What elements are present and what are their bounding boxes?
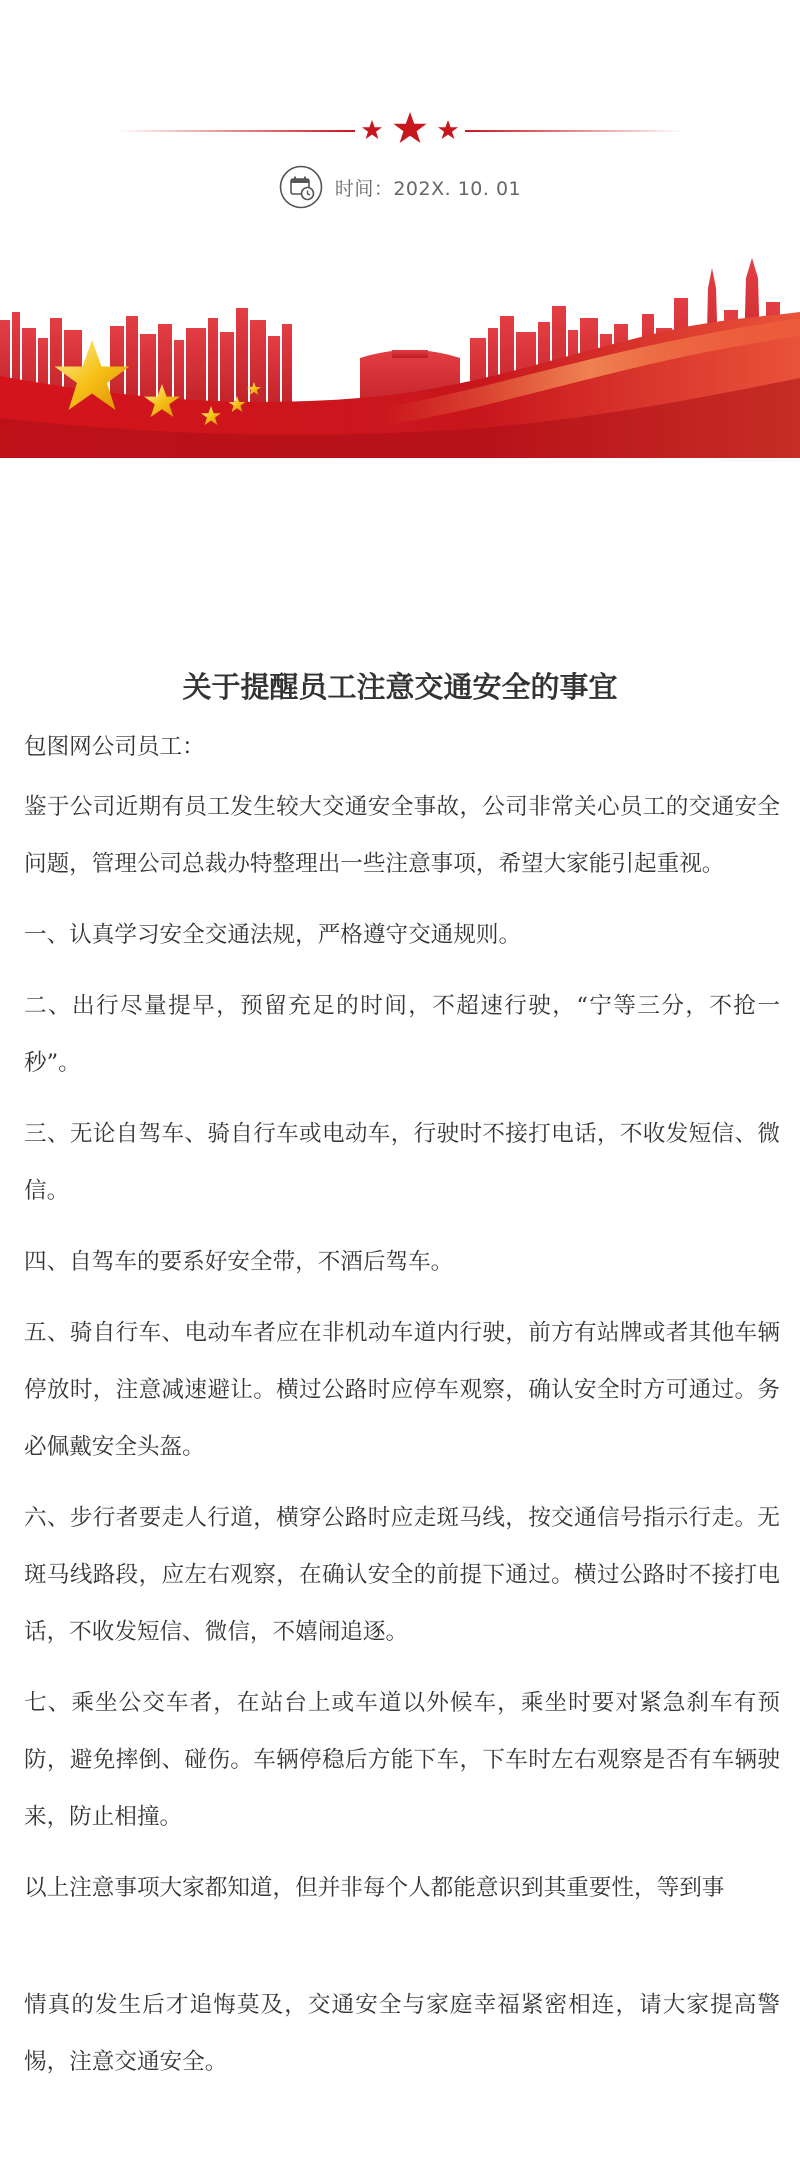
notice-item: 三、无论自驾车、骑自行车或电动车，行驶时不接打电话，不收发短信、微信。 — [24, 1121, 780, 1204]
notice-item: 六、步行者要走人行道，横穿公路时应走斑马线，按交通信号指示行走。无斑马线路段，应左右观察，在确认安全的前提下通过。横过公路时不接打电话，不收发短信、微信，不嬉闹追逐。 — [24, 1505, 780, 1645]
document-title: 关于提醒员工注意交通安全的事宜 — [182, 670, 618, 704]
date-row — [0, 162, 800, 212]
notice-item: 一、认真学习安全交通法规，严格遵守交通规则。 — [24, 922, 522, 948]
city-skyline-banner — [0, 258, 800, 458]
notice-item: 七、乘坐公交车者，在站台上或车道以外候车，乘坐时要对紧急刹车有预防，避免摔倒、碰伤。车辆停稳后方能下车，下车时左右观察是否有车辆驶来，防止相撞。 — [24, 1690, 780, 1830]
calendar-clock-icon — [279, 165, 323, 209]
notice-item: 二、出行尽量提早，预留充足的时间，不超速行驶，“宁等三分，不抢一秒”。 — [24, 993, 780, 1076]
ornament-line-left — [115, 130, 355, 132]
closing-paragraph-part-1: 以上注意事项大家都知道，但并非每个人都能意识到其重要性，等到事 — [24, 1875, 725, 1901]
paragraph-gap — [24, 1917, 780, 1977]
small-star-icon — [438, 120, 458, 139]
header-star-ornament — [0, 100, 800, 160]
notice-item: 五、骑自行车、电动车者应在非机动车道内行驶，前方有站牌或者其他车辆停放时，注意减速避让。横过公路时应停车观察，确认安全时方可通过。务必佩戴安全头盔。 — [24, 1320, 780, 1460]
small-star-icon — [362, 120, 382, 139]
notice-item: 四、自驾车的要系好安全带，不酒后驾车。 — [24, 1249, 454, 1275]
closing-paragraph-part-2: 情真的发生后才追悔莫及，交通安全与家庭幸福紧密相连，请大家提高警惕，注意交通安全。 — [24, 1992, 780, 2075]
document-body — [24, 723, 780, 2105]
ornament-line-right — [465, 130, 685, 132]
intro-paragraph: 鉴于公司近期有员工发生较大交通安全事故，公司非常关心员工的交通安全问题，管理公司总裁办特整理出一些注意事项，希望大家能引起重视。 — [24, 794, 780, 877]
large-star-icon — [393, 112, 426, 143]
publish-date: 时间：202X. 10. 01 — [334, 177, 522, 200]
salutation: 包图网公司员工： — [24, 734, 205, 760]
